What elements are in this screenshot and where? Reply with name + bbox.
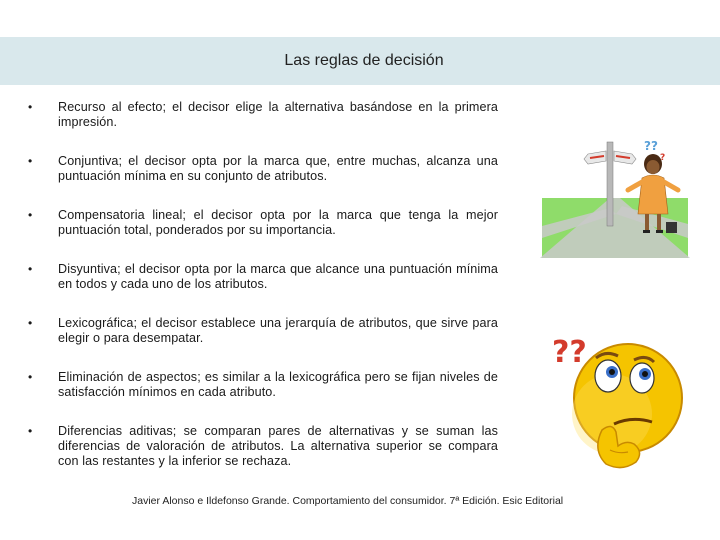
smiley-face bbox=[572, 344, 682, 454]
question-marks-icon: ?? bbox=[644, 139, 658, 153]
bullet-icon: • bbox=[28, 154, 33, 168]
rule-text: Disyuntiva; el decisor opta por la marca que alcance una puntuación mínima en todos y cada uno de los atributos. bbox=[58, 262, 498, 291]
list-item bbox=[28, 370, 498, 400]
svg-text:?: ? bbox=[660, 153, 666, 163]
rule-text: Eliminación de aspectos; es similar a la lexicográfica pero se fijan niveles de satisfacción mínimos en cada atributo. bbox=[58, 370, 498, 399]
list-item bbox=[28, 424, 498, 469]
title-band bbox=[0, 37, 720, 85]
bullet-icon: • bbox=[28, 370, 33, 384]
rule-text: Conjuntiva; el decisor opta por la marca que, entre muchas, alcanza una puntuación mínima en su conjunto de atributos. bbox=[58, 154, 498, 183]
bullet-icon: • bbox=[28, 424, 33, 438]
rule-text: Lexicográfica; el decisor establece una jerarquía de atributos, que sirve para elegir o para desempatar. bbox=[58, 316, 498, 345]
slide-title: Las reglas de decisión bbox=[284, 52, 444, 69]
source-citation: Javier Alonso e Ildefonso Grande. Comportamiento del consumidor. 7ª Edición. Esic Editorial bbox=[132, 495, 564, 507]
list-item bbox=[28, 316, 498, 346]
list-item bbox=[28, 208, 498, 238]
rule-text: Diferencias aditivas; se comparan pares de alternativas y se suman las diferencias de valoración de atributos. La alternativa superior se compara con las restantes y la inferior se rechaza. bbox=[58, 424, 498, 468]
list-item bbox=[28, 100, 498, 130]
crossroads-woman-illustration bbox=[540, 134, 690, 258]
rule-text: Recurso al efecto; el decisor elige la alternativa basándose en la primera impresión. bbox=[58, 100, 498, 129]
bullet-icon: • bbox=[28, 100, 33, 114]
signpost-pole bbox=[607, 142, 613, 226]
rule-text: Compensatoria lineal; el decisor opta por la marca que tenga la mejor puntuación total, ponderados por su importancia. bbox=[58, 208, 498, 237]
bullet-icon: • bbox=[28, 262, 33, 276]
bullet-icon: • bbox=[28, 208, 33, 222]
list-item bbox=[28, 154, 498, 184]
question-marks-icon: ?? bbox=[552, 335, 587, 370]
briefcase-icon bbox=[666, 222, 677, 233]
decision-rules-list bbox=[28, 100, 498, 469]
list-item bbox=[28, 262, 498, 292]
bullet-icon: • bbox=[28, 316, 33, 330]
thinking-face-illustration bbox=[540, 322, 690, 472]
